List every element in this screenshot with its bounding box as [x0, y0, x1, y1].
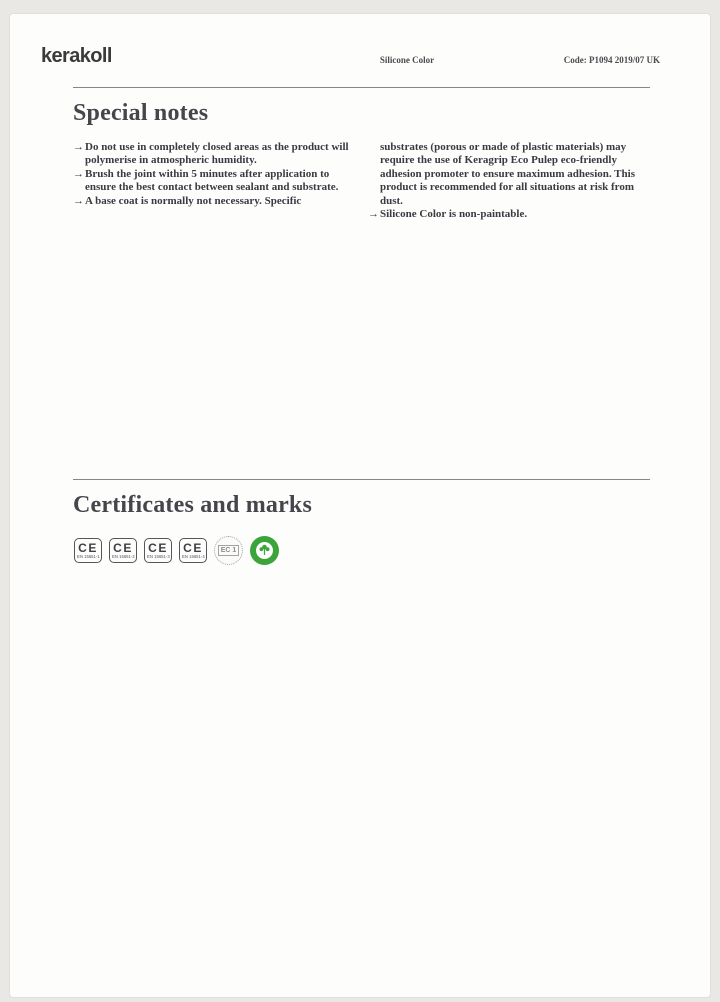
note-item — [73, 168, 351, 195]
note-text: Silicone Color is non-paintable. — [380, 208, 528, 221]
note-text: Do not use in completely closed areas as the product will polymerise in atmospheric humidity. — [85, 141, 349, 167]
ce-letters: CE — [183, 540, 203, 555]
ec1-label: EC 1 — [218, 545, 240, 556]
section-divider — [73, 479, 650, 480]
ce-letters: CE — [78, 540, 98, 555]
note-continuation-text: substrates (porous or made of plastic materials) may require the use of Keragrip Eco Pulep eco-friendly adhesion promoter to ensure maximum adhesion. This product is recommended for all situations at risk from dust. — [380, 141, 635, 207]
note-text: A base coat is normally not necessary. Specific — [85, 194, 302, 207]
ce-standard-label: EN 15651-3 — [146, 553, 170, 560]
header-divider — [73, 87, 650, 88]
arrow-bullet-icon: → — [368, 208, 379, 221]
ce-letters: CE — [113, 540, 133, 555]
document-page — [9, 13, 711, 998]
document-code: Code: P1094 2019/07 UK — [563, 55, 660, 65]
kerakoll-logo: kerakoll — [41, 45, 112, 67]
tree-icon — [259, 544, 270, 556]
arrow-bullet-icon: → — [73, 167, 84, 180]
ec1-emicode-stamp-icon — [214, 536, 243, 565]
notes-right-column — [368, 141, 650, 221]
notes-left-column — [73, 141, 351, 221]
product-name: Silicone Color — [379, 55, 435, 65]
arrow-bullet-icon: → — [73, 194, 84, 207]
ce-standard-label: EN 15651-4 — [181, 553, 205, 560]
note-item — [73, 195, 351, 208]
special-notes-title: Special notes — [73, 100, 209, 126]
ce-mark-icon — [179, 538, 207, 563]
note-text: Brush the joint within 5 minutes after application to ensure the best contact between sealant and substrate. — [85, 167, 339, 194]
ce-standard-label: EN 15651-2 — [111, 553, 135, 560]
ce-mark-icon — [109, 538, 137, 563]
arrow-bullet-icon: → — [73, 141, 84, 153]
special-notes-columns — [73, 141, 650, 221]
green-eco-mark-icon — [250, 536, 279, 565]
note-item — [368, 208, 650, 221]
ce-mark-icon — [74, 538, 102, 563]
green-eco-mark-inner — [256, 542, 273, 559]
certificate-marks-row — [74, 534, 279, 566]
ce-mark-icon — [144, 538, 172, 563]
ce-standard-label: EN 15651-1 — [76, 553, 100, 560]
certificates-title: Certificates and marks — [73, 492, 313, 518]
ce-letters: CE — [148, 540, 168, 555]
note-item — [73, 141, 351, 168]
